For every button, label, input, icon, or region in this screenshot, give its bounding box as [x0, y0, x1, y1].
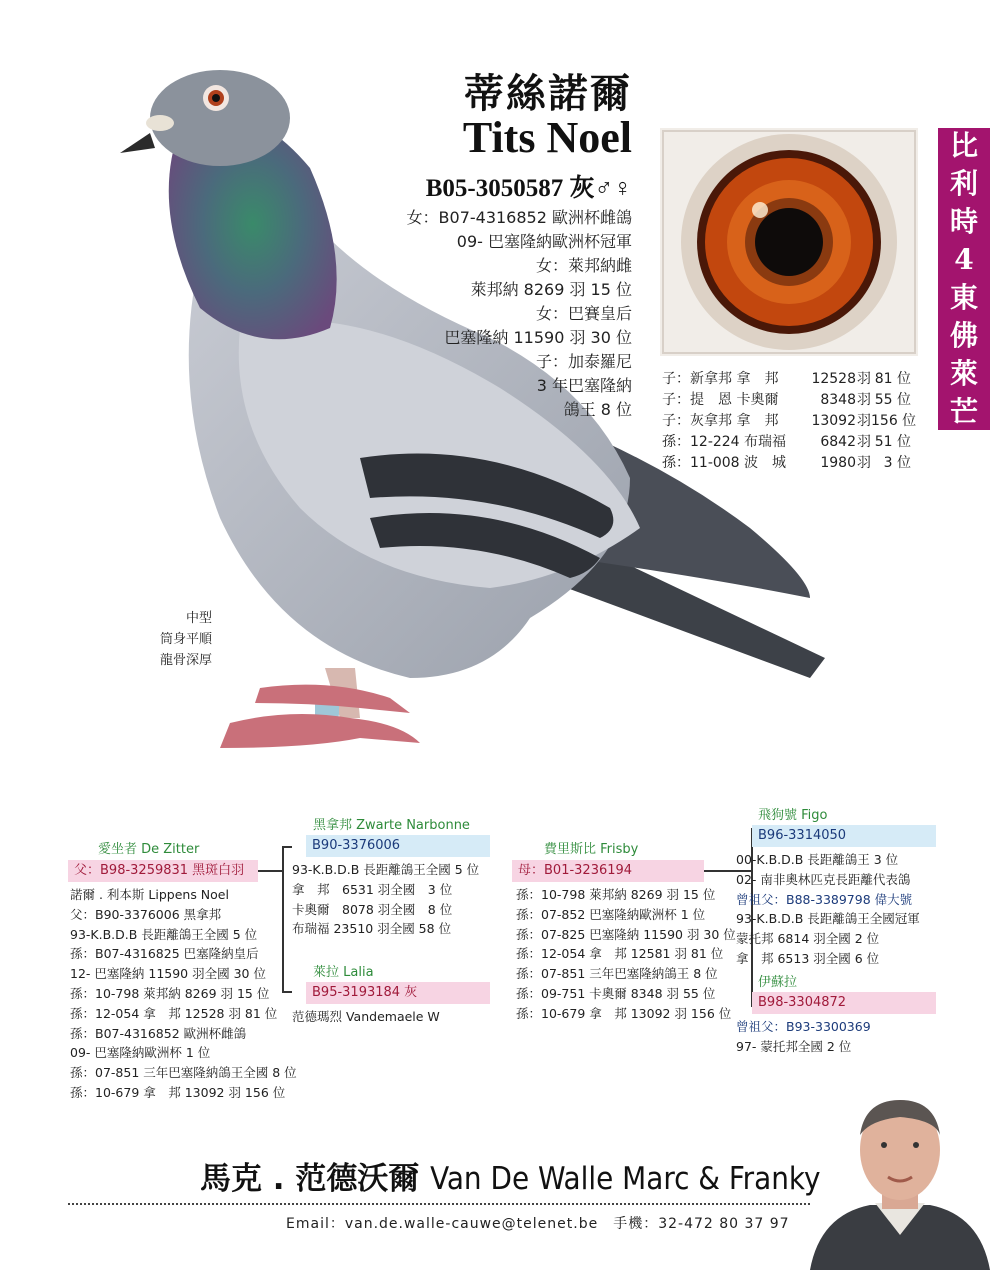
detail-line: 父：B90-3376006 黑拿邦 [70, 906, 222, 922]
pigeon-achievements [380, 206, 632, 422]
detail-line: 諾爾 . 利本斯 Lippens Noel [70, 887, 229, 902]
region-tab-char: 時 [949, 205, 978, 238]
result-label: 子：灰拿邦 拿 邦 [662, 413, 779, 429]
dam-sire-ring-bar: B96-3314050 [752, 825, 936, 847]
sire-dam-ring-bar: B95-3193184 灰 [306, 982, 490, 1004]
sire-ring-bar: 父：B98-3259831 黑斑白羽 [68, 860, 258, 882]
result-place: 81 位 [874, 371, 911, 387]
detail-line: 93-K.B.D.B 長距離鴿王全國 5 位 [292, 862, 480, 877]
result-label: 孫：12-224 布瑞福 [662, 434, 787, 450]
result-unit: 羽 [857, 413, 871, 429]
body-note-line: 龍骨深厚 [159, 653, 212, 668]
detail-line: 孫：B07-4316825 巴塞隆納皇后 [70, 946, 259, 962]
achievement-line: 女：B07-4316852 歐洲杯雌鴿 [406, 208, 632, 227]
detail-line: 12- 巴塞隆納 11590 羽全國 30 位 [70, 966, 266, 982]
result-row [662, 453, 912, 474]
pedigree-connector [258, 870, 283, 872]
achievement-line: 女：萊邦納雌 [535, 256, 632, 275]
achievement-line: 萊邦納 8269 羽 15 位 [470, 280, 632, 299]
detail-line: 卡奧爾 8078 羽全國 8 位 [292, 901, 453, 917]
result-unit: 羽 [857, 392, 871, 408]
detail-line: 蒙托邦 6814 羽全國 2 位 [736, 931, 880, 947]
detail-line: 布瑞福 23510 羽全國 58 位 [292, 921, 452, 937]
breeder-photo [810, 1095, 990, 1270]
eye-photo [660, 128, 918, 356]
breeder-name [200, 1153, 820, 1198]
detail-line: 孫：07-825 巴塞隆納 11590 羽 30 位 [516, 926, 736, 942]
detail-line: 02- 南非奧林匹克長距離代表鴿 [736, 871, 911, 887]
result-count: 12528 [811, 371, 856, 387]
result-label: 子：新拿邦 拿 邦 [662, 371, 779, 387]
dam-name: 費里斯比 Frisby [544, 842, 639, 857]
result-row [662, 369, 912, 390]
detail-line: 孫：B07-4316852 歐洲杯雌鴿 [70, 1025, 247, 1041]
offspring-results [662, 369, 917, 474]
result-count: 13092 [811, 413, 856, 429]
result-unit: 羽 [857, 455, 871, 471]
dam-sire-details [736, 850, 920, 969]
body-note-line: 筒身平順 [159, 632, 212, 647]
region-tab-char: 佛 [949, 319, 978, 352]
result-place: 3 位 [883, 455, 911, 471]
region-tab [938, 128, 990, 430]
detail-line: 孫：07-851 三年巴塞隆納鴿王 8 位 [516, 966, 718, 982]
region-tab-char: 芒 [949, 395, 978, 428]
pigeon-name-english: Tits Noel [462, 113, 632, 162]
achievement-line: 鴿王 8 位 [563, 400, 632, 419]
dam-dam-name: 伊蘇拉 [758, 975, 798, 990]
ring-number: B05-3050587 灰♂♀ [425, 175, 632, 202]
detail-line: 曾祖父：B88-3389798 偉大號 [736, 891, 913, 907]
result-place: 55 位 [874, 392, 911, 408]
detail-line: 孫：10-798 萊邦納 8269 羽 15 位 [70, 985, 270, 1001]
result-label: 子：提 恩 卡奧爾 [662, 392, 779, 408]
region-tab-char: 4 [954, 243, 974, 276]
result-row [662, 411, 917, 432]
result-row [662, 390, 912, 411]
footer-divider [68, 1203, 810, 1205]
result-place: 51 位 [874, 434, 911, 450]
result-label: 孫：11-008 波 城 [662, 455, 787, 471]
breeder-name-english: Van De Walle Marc & Franky [430, 1161, 821, 1197]
result-unit: 羽 [857, 434, 871, 450]
sire-name: 愛坐者 De Zitter [98, 842, 200, 857]
detail-line: 00-K.B.D.B 長距離鴿王 3 位 [736, 852, 899, 867]
region-tab-char: 比 [949, 129, 978, 162]
dam-sire-name: 飛狗號 Figo [758, 808, 828, 823]
detail-line: 孫：07-852 巴塞隆納歐洲杯 1 位 [516, 906, 706, 922]
breeder-contact: Email：van.de.walle-cauwe@telenet.be 手機：32-472 80 37 97 [286, 1216, 790, 1232]
achievement-line: 巴塞隆納 11590 羽 30 位 [444, 328, 632, 347]
sire-sire-name: 黑拿邦 Zwarte Narbonne [313, 818, 470, 833]
pigeon-name-chinese: 蒂絲諾爾 [464, 71, 632, 117]
dam-dam-ring-bar: B98-3304872 [752, 992, 936, 1014]
detail-line: 孫：09-751 卡奧爾 8348 羽 55 位 [516, 985, 716, 1001]
region-tab-char: 東 [949, 281, 978, 314]
result-unit: 羽 [857, 371, 871, 387]
achievement-line: 子：加泰羅尼 [535, 352, 632, 371]
result-count: 1980 [820, 455, 856, 471]
sire-details [70, 885, 297, 1103]
achievement-line: 3 年巴塞隆納 [536, 376, 632, 395]
pedigree-connector [282, 846, 292, 848]
detail-line: 孫：12-054 拿 邦 12581 羽 81 位 [516, 946, 724, 962]
dam-details [516, 885, 736, 1024]
detail-line: 曾祖父：B93-3300369 [736, 1019, 871, 1034]
detail-line: 93-K.B.D.B 長距離鴿王全國冠軍 [736, 911, 920, 927]
detail-line: 孫：10-798 萊邦納 8269 羽 15 位 [516, 887, 716, 902]
detail-line: 孫：10-679 拿 邦 13092 羽 156 位 [516, 1005, 732, 1021]
sire-sire-ring-bar: B90-3376006 [306, 835, 490, 857]
detail-line: 09- 巴塞隆納歐洲杯 1 位 [70, 1045, 211, 1061]
result-count: 8348 [820, 392, 856, 408]
dam-dam-details [736, 1017, 871, 1057]
detail-line: 97- 蒙托邦全國 2 位 [736, 1038, 852, 1054]
dam-ring-bar: 母：B01-3236194 [512, 860, 704, 882]
sire-dam-details [292, 1007, 440, 1027]
result-row [662, 432, 912, 453]
achievement-line: 09- 巴塞隆納歐洲杯冠軍 [456, 232, 632, 251]
body-note-line: 中型 [185, 611, 212, 626]
detail-line: 93-K.B.D.B 長距離鴿王全國 5 位 [70, 926, 258, 942]
detail-line: 范德瑪烈 Vandemaele W [292, 1009, 440, 1024]
sire-sire-details [292, 860, 479, 939]
region-tab-char: 利 [949, 167, 978, 200]
region-tab-char: 萊 [949, 357, 978, 390]
achievement-line: 女：巴賽皇后 [535, 304, 632, 323]
detail-line: 孫：07-851 三年巴塞隆納鴿王全國 8 位 [70, 1065, 297, 1081]
detail-line: 孫：10-679 拿 邦 13092 羽 156 位 [70, 1084, 286, 1100]
breeder-name-chinese: 馬克 . 范德沃爾 [200, 1161, 420, 1197]
detail-line: 拿 邦 6513 羽全國 6 位 [736, 950, 880, 966]
detail-line: 孫：12-054 拿 邦 12528 羽 81 位 [70, 1005, 278, 1021]
result-place: 156 位 [871, 413, 917, 429]
sire-dam-name: 萊拉 Lalia [313, 965, 374, 980]
body-type-note [150, 608, 212, 671]
detail-line: 拿 邦 6531 羽全國 3 位 [292, 881, 453, 897]
result-count: 6842 [820, 434, 856, 450]
